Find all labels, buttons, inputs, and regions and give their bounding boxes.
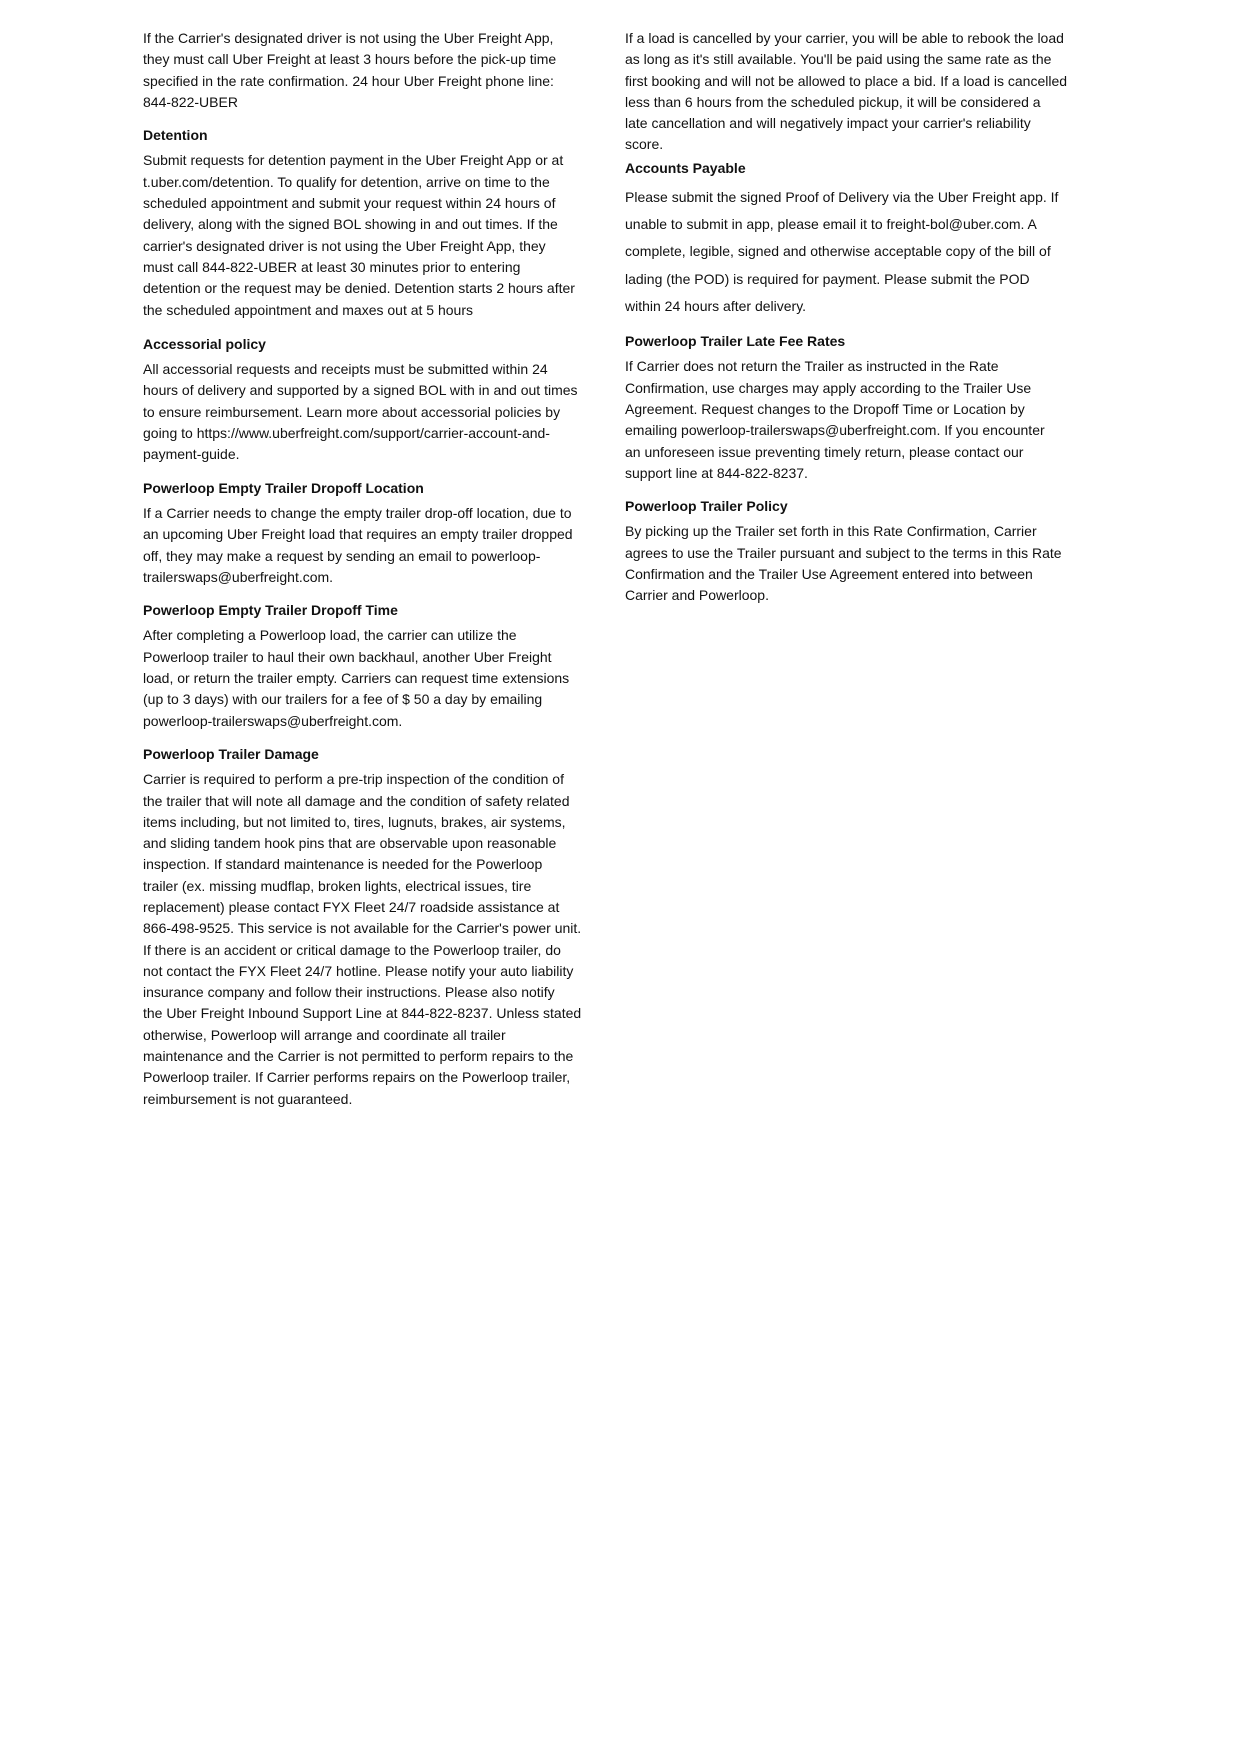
section-accessorial-policy xyxy=(143,334,600,466)
late-fee-rates-heading: Powerloop Trailer Late Fee Rates xyxy=(625,333,846,350)
cancellation-paragraph: If a load is cancelled by your carrier, you will be able to rebook the load as long as it's still available. You'll be paid using the same rate as the first booking and will not be allowed to place a bid. If a load is cancelled less than 6 hours from the scheduled pickup, it will be considered a late cancellation and will negatively impact your carrier's reliability score. xyxy=(625,30,1068,153)
trailer-policy-heading: Powerloop Trailer Policy xyxy=(625,498,788,515)
dropoff-time-paragraph: After completing a Powerloop load, the carrier can utilize the Powerloop trailer to haul their own backhaul, another Uber Freight load, or return the trailer empty. Carriers can request time extensions (up to 3 days) with our trailers for a fee of $ 50 a day by emailing powerloop-trailerswaps@uberfreight.com. xyxy=(143,627,570,729)
accounts-payable-heading: Accounts Payable xyxy=(625,159,746,176)
dropoff-location-paragraph: If a Carrier needs to change the empty trailer drop-off location, due to an upcoming Uber Freight load that requires an empty trailer dropped off, they may make a request by sending an email to powerloop- trailerswaps@uberfreight.com. xyxy=(143,504,573,585)
right-column xyxy=(625,28,1085,607)
trailer-policy-paragraph: By picking up the Trailer set forth in this Rate Confirmation, Carrier agrees to use the Trailer pursuant and subject to the terms in this Rate Confirmation and the Trailer Use Agreement entered into between Carrier and Powerloop. xyxy=(625,523,1062,604)
section-accounts-payable xyxy=(625,158,1085,320)
accounts-payable-paragraph: Please submit the signed Proof of Delivery via the Uber Freight app. If unable to submit in app, please email it to freight-bol@uber.com. A complete, legible, signed and otherwise acceptable copy of the bill of lading (the POD) is required for payment. Please submit the POD within 24 hours after delivery. xyxy=(625,189,1059,314)
trailer-damage-paragraph: Carrier is required to perform a pre-trip inspection of the condition of the trailer that will note all damage and the condition of safety related items including, but not limited to, tires, lugnuts, brakes, air systems, and sliding tandem hook pins that are observable upon reasonable inspection. If standard maintenance is needed for the Powerloop trailer (ex. missing mudflap, broken lights, electrical issues, tire replacement) please contact FYX Fleet 24/7 roadside assistance at 866-498-9525. This service is not available for the Carrier's power unit. If there is an accident or critical damage to the Powerloop trailer, do not contact the FYX Fleet 24/7 hotline. Please notify your auto liability insurance company and follow their instructions. Please also notify the Uber Freight Inbound Support Line at 844-822-8237. Unless stated otherwise, Powerloop will arrange and coordinate all trailer maintenance and the Carrier is not permitted to perform repairs to the Powerloop trailer. If Carrier performs repairs on the Powerloop trailer, reimbursement is not guaranteed. xyxy=(143,771,582,1107)
dropoff-time-heading: Powerloop Empty Trailer Dropoff Time xyxy=(143,602,398,619)
accessorial-policy-heading: Accessorial policy xyxy=(143,335,266,352)
detention-heading: Detention xyxy=(143,127,208,144)
section-dropoff-location xyxy=(143,478,600,588)
accessorial-policy-paragraph: All accessorial requests and receipts must be submitted within 24 hours of delivery and supported by a signed BOL with in and out times to ensure reimbursement. Learn more about accessorial policies by going to https://www.uberfreight.com/support/carrier-account-and- payment-guide. xyxy=(143,361,578,463)
detention-paragraph: Submit requests for detention payment in the Uber Freight App or at t.uber.com/detention. To qualify for detention, arrive on time to the scheduled appointment and submit your request within 24 hours of delivery, along with the signed BOL showing in and out times. If the carrier's designated driver is not using the Uber Freight App, they must call 844-822-UBER at least 30 minutes prior to entering detention or the request may be denied. Detention starts 2 hours after the scheduled appointment and maxes out at 5 hours xyxy=(143,152,575,318)
section-trailer-damage xyxy=(143,744,600,1110)
left-column xyxy=(143,28,600,1110)
trailer-damage-heading: Powerloop Trailer Damage xyxy=(143,745,319,762)
section-trailer-policy xyxy=(625,496,1085,606)
late-fee-rates-paragraph: If Carrier does not return the Trailer as instructed in the Rate Confirmation, use charges may apply according to the Trailer Use Agreement. Request changes to the Dropoff Time or Location by emailing powerloop-trailerswaps@uberfreight.com. If you encounter an unforeseen issue preventing timely return, please contact our support line at 844-822-8237. xyxy=(625,358,1045,481)
dropoff-location-heading: Powerloop Empty Trailer Dropoff Location xyxy=(143,479,424,496)
section-dropoff-time xyxy=(143,600,600,732)
section-late-fee-rates xyxy=(625,331,1085,484)
driver-call-paragraph: If the Carrier's designated driver is not using the Uber Freight App, they must call Uber Freight at least 3 hours before the pick-up time specified in the rate confirmation. 24 hour Uber Freight phone line: 844-822-UBER xyxy=(143,30,557,110)
section-detention xyxy=(143,125,600,321)
